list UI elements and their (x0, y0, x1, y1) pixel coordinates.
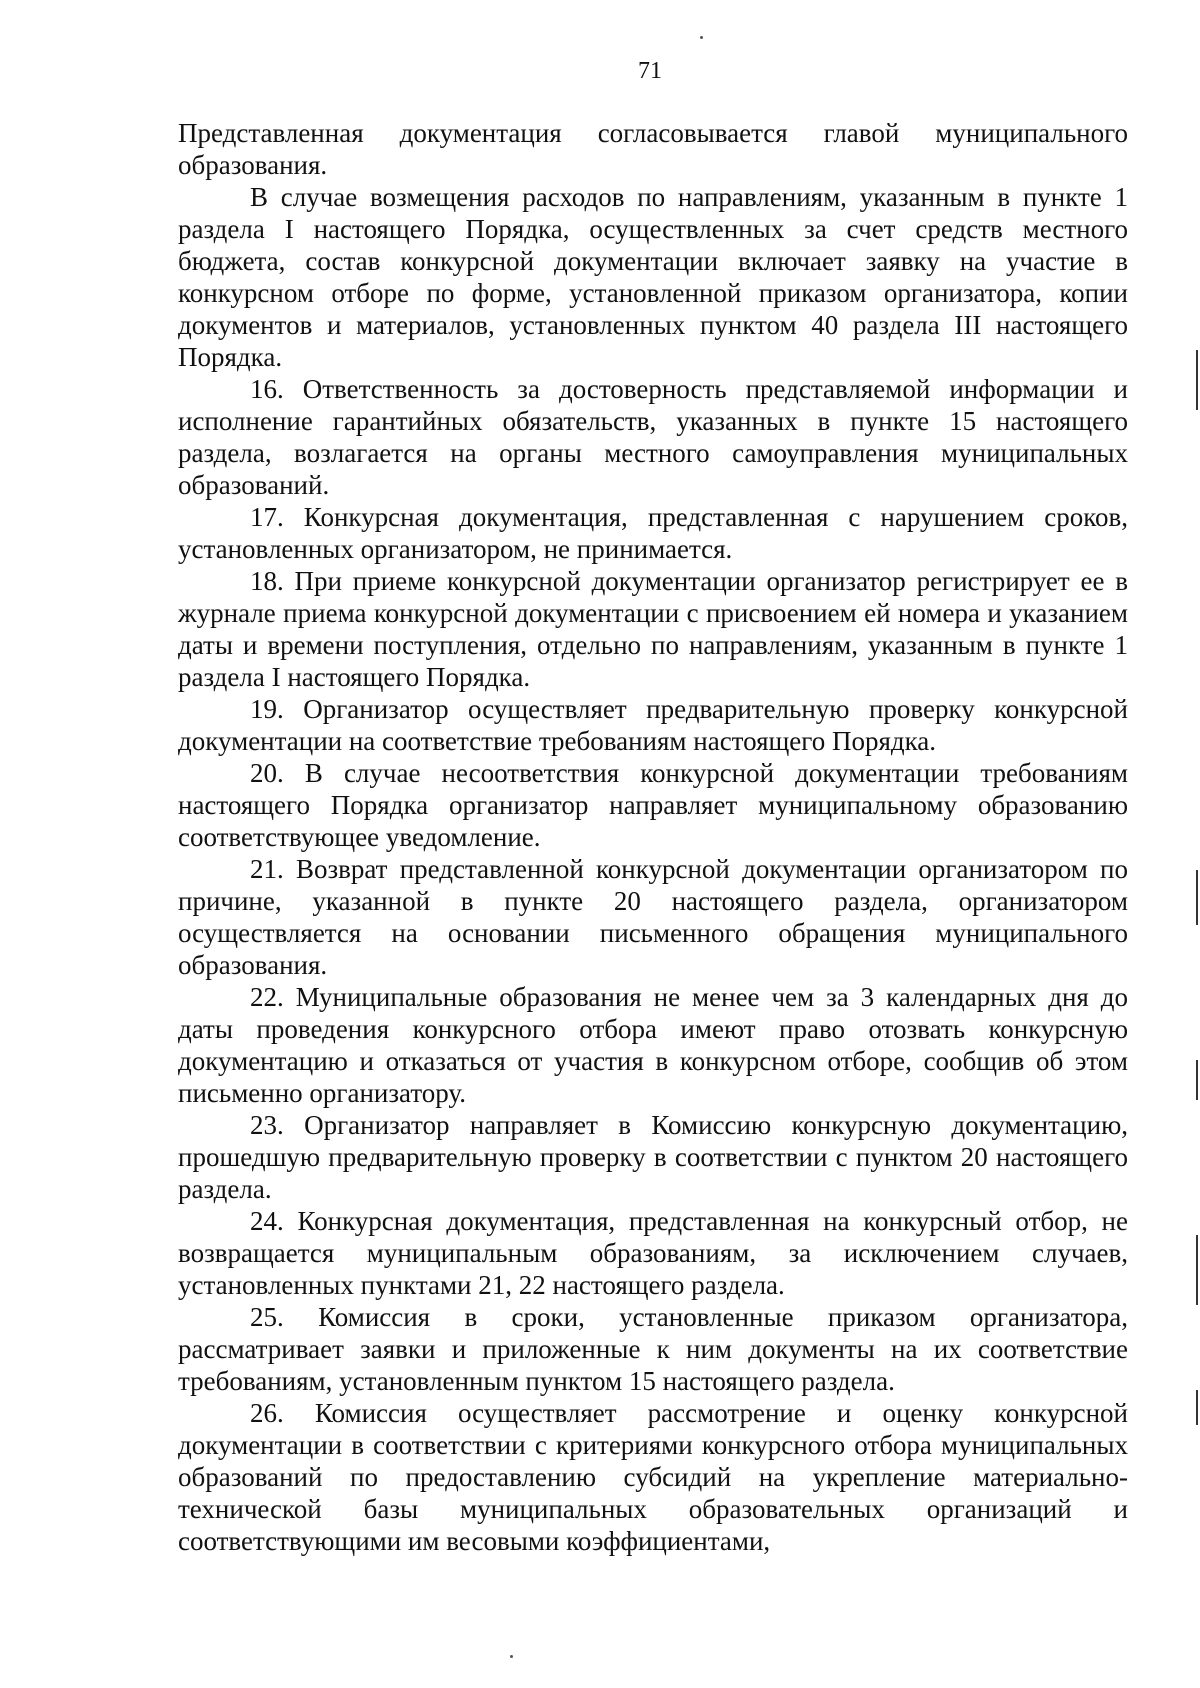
paragraph-item-18: 18. При приеме конкурсной документации организатор регистрирует ее в журнале приема конкурсной документации с присвоением ей номера и указанием даты и времени поступления, отдельно по направлениям, указанным в пункте 1 раздела I настоящего Порядка. (178, 566, 1128, 692)
paragraph-item-25: 25. Комиссия в сроки, установленные приказом организатора, рассматривает заявки и приложенные к ним документы на их соответствие требованиям, установленным пунктом 15 настоящего раздела. (178, 1302, 1128, 1396)
paragraph-item-21: 21. Возврат представленной конкурсной документации организатором по причине, указанной в пункте 20 настоящего раздела, организатором осуществляется на основании письменного обращения муниципального образования. (178, 854, 1128, 980)
paragraph-item-26: 26. Комиссия осуществляет рассмотрение и оценку конкурсной документации в соответствии с критериями конкурсного отбора муниципальных образований по предоставлению субсидий на укрепление материально-технической базы муниципальных образовательных организаций и соответствующими им весовыми коэффициентами, (178, 1398, 1128, 1556)
paragraph-item-17: 17. Конкурсная документация, представленная с нарушением сроков, установленных организатором, не принимается. (178, 502, 1128, 564)
paragraph: В случае возмещения расходов по направлениям, указанным в пункте 1 раздела I настоящего Порядка, осуществленных за счет средств местного бюджета, состав конкурсной документации включает заявку на участие в конкурсном отборе по форме, установленной приказом организатора, копии документов и материалов, установленных пунктом 40 раздела III настоящего Порядка. (178, 182, 1128, 372)
paragraph-item-22: 22. Муниципальные образования не менее чем за 3 календарных дня до даты проведения конкурсного отбора имеют право отозвать конкурсную документацию и отказаться от участия в конкурсном отборе, сообщив об этом письменно организатору. (178, 982, 1128, 1108)
paragraph-item-23: 23. Организатор направляет в Комиссию конкурсную документацию, прошедшую предварительную проверку в соответствии с пунктом 20 настоящего раздела. (178, 1110, 1128, 1204)
paragraph-item-24: 24. Конкурсная документация, представленная на конкурсный отбор, не возвращается муниципальным образованиям, за исключением случаев, установленных пунктами 21, 22 настоящего раздела. (178, 1206, 1128, 1300)
document-body (178, 117, 1128, 1557)
scan-edge-mark (1196, 1235, 1198, 1305)
paragraph-item-19: 19. Организатор осуществляет предварительную проверку конкурсной документации на соответствие требованиям настоящего Порядка. (178, 694, 1128, 756)
scan-speck (700, 36, 703, 39)
scan-edge-mark (1196, 350, 1198, 410)
paragraph: Представленная документация согласовывается главой муниципального образования. (178, 118, 1128, 180)
paragraph-item-20: 20. В случае несоответствия конкурсной документации требованиям настоящего Порядка организатор направляет муниципальному образованию соответствующее уведомление. (178, 758, 1128, 852)
paragraph-item-16: 16. Ответственность за достоверность представляемой информации и исполнение гарантийных обязательств, указанных в пункте 15 настоящего раздела, возлагается на органы местного самоуправления муниципальных образований. (178, 374, 1128, 500)
scan-edge-mark (1196, 870, 1198, 925)
scan-edge-mark (1196, 1060, 1198, 1100)
scan-speck (510, 1655, 513, 1658)
page-number: 71 (638, 58, 662, 84)
scan-edge-mark (1196, 1390, 1198, 1425)
